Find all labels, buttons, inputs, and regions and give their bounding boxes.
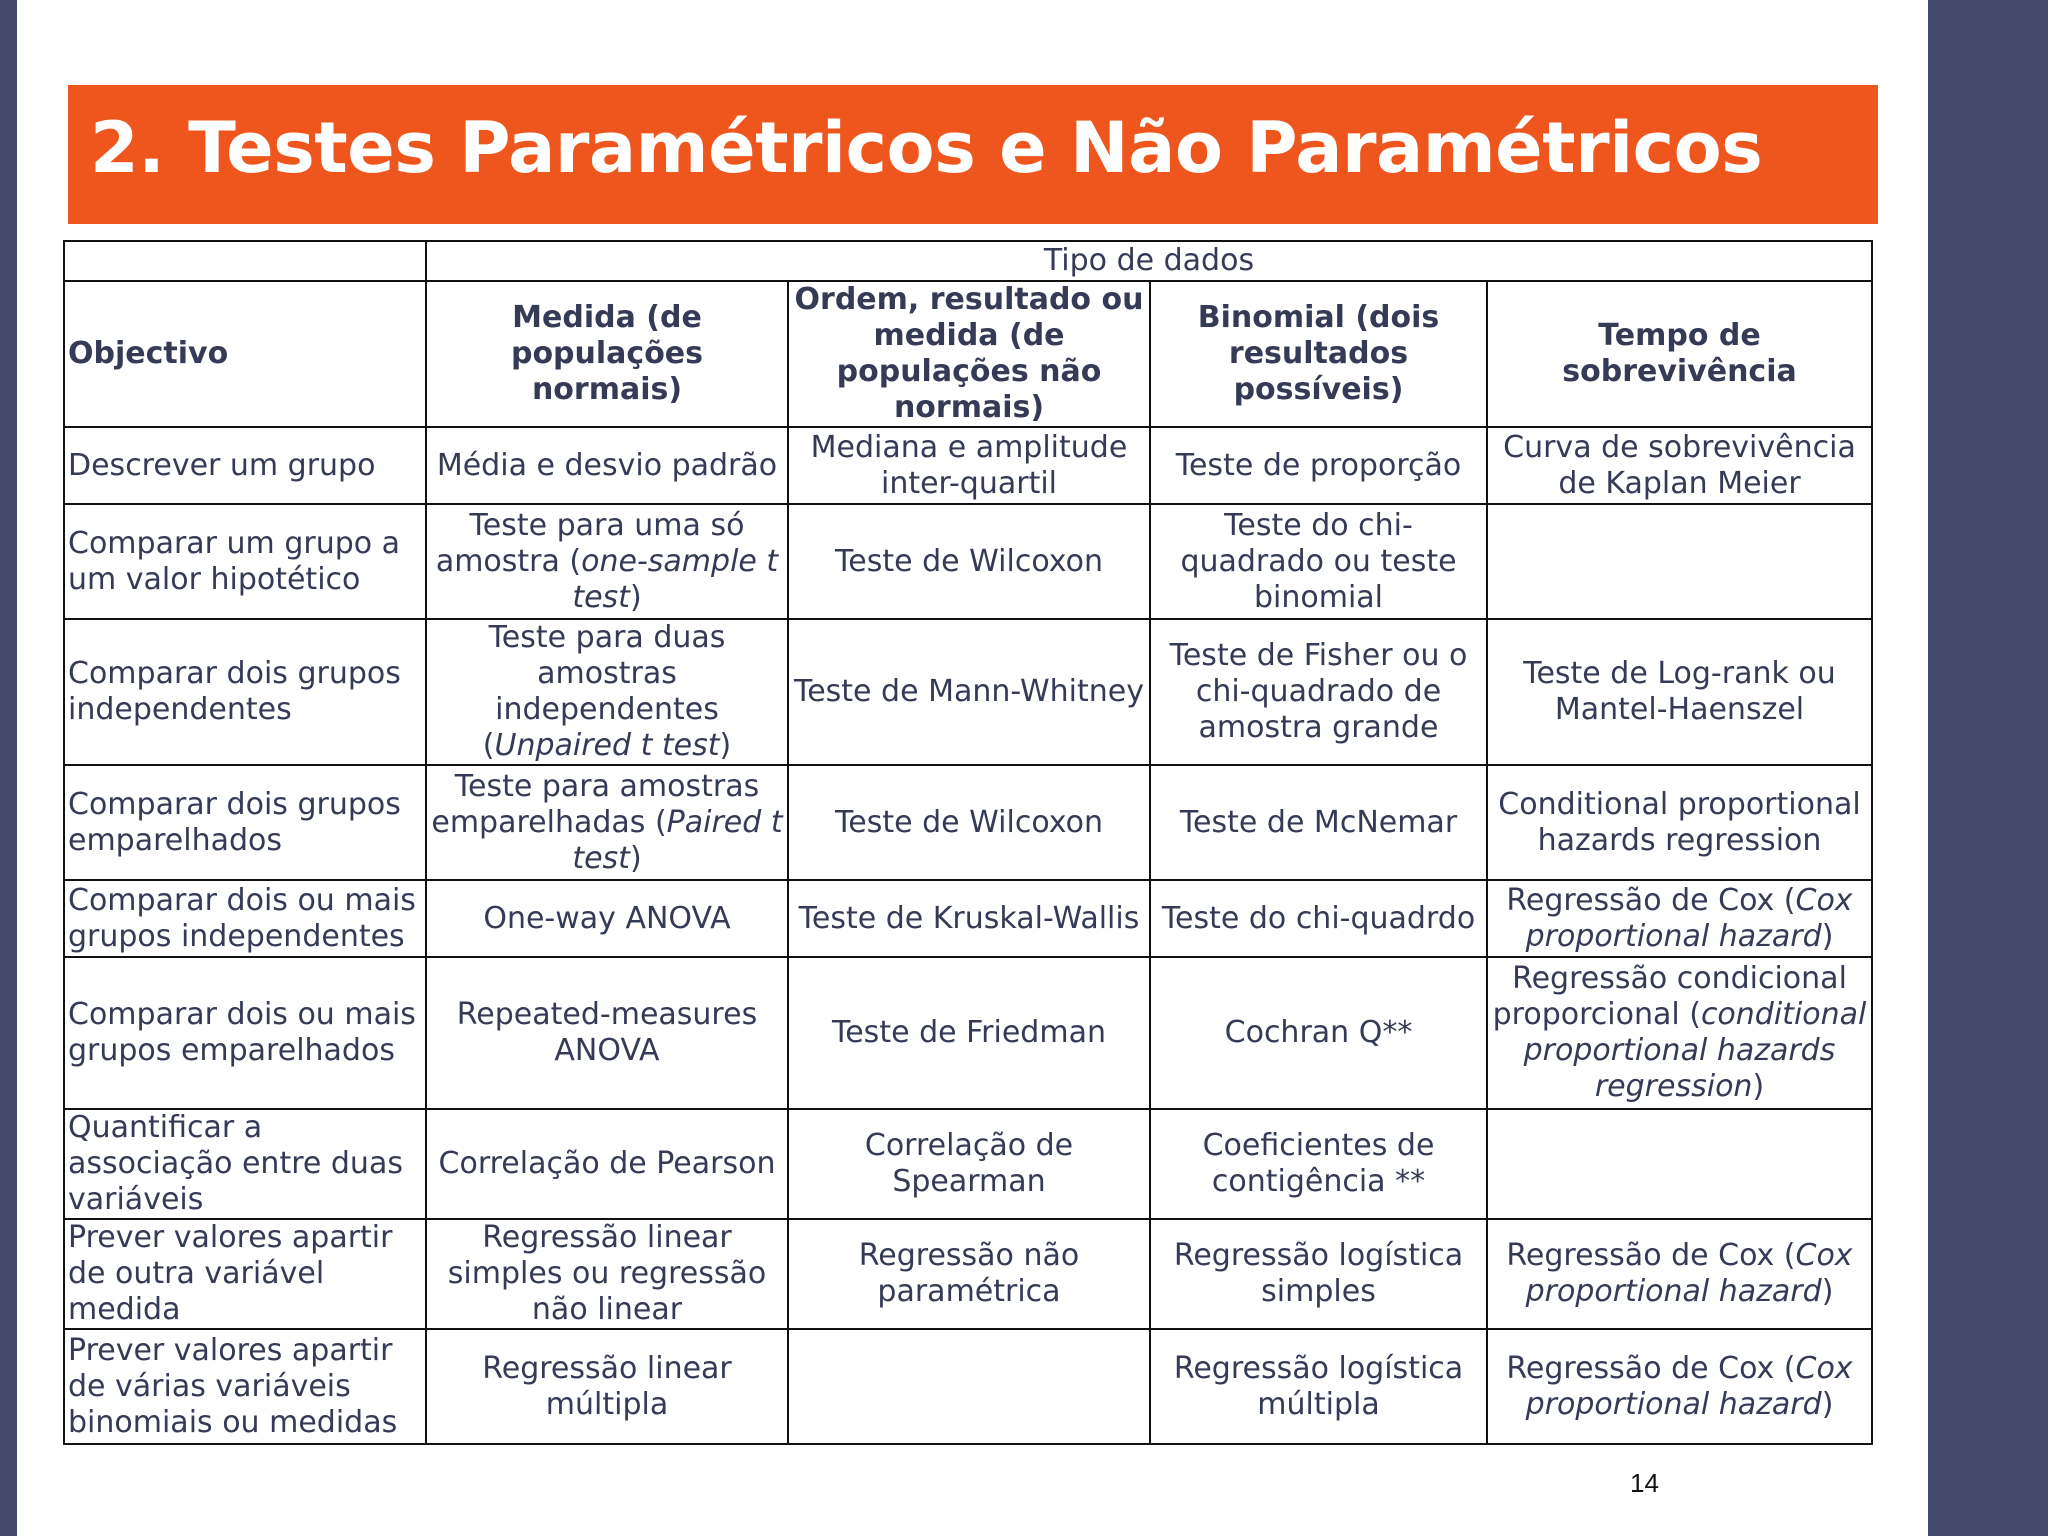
cell-objectivo: Comparar dois grupos emparelhados — [64, 765, 426, 880]
cell-text: Teste do chi-quadrdo — [1161, 900, 1476, 936]
cell-text: Regressão de Cox ( — [1506, 882, 1796, 918]
cell-text: Repeated-measures ANOVA — [456, 997, 758, 1068]
cell-tempo — [1487, 1219, 1872, 1329]
cell-text: Teste do chi-quadrado ou teste binomial — [1180, 507, 1457, 615]
cell-text: Regressão linear múltipla — [482, 1350, 732, 1422]
cell-ordem — [788, 1329, 1150, 1444]
cell-text-italic: Cox proportional hazard — [1525, 882, 1853, 954]
cell-objectivo: Comparar dois grupos independentes — [64, 619, 426, 765]
cell-text: Regressão de Cox ( — [1506, 1238, 1796, 1273]
cell-binomial — [1150, 504, 1487, 619]
cell-text: Regressão logística múltipla — [1173, 1350, 1464, 1422]
table-row — [64, 880, 1872, 957]
cell-text-italic: Paired t test — [572, 804, 783, 876]
cell-text: ) — [1752, 1069, 1765, 1104]
cell-text: Cochran Q** — [1224, 1015, 1413, 1050]
cell-tempo — [1487, 427, 1872, 504]
cell-tempo — [1487, 619, 1872, 765]
cell-text: Correlação de Pearson — [438, 1146, 776, 1181]
cell-tempo — [1487, 1109, 1872, 1219]
title-band — [68, 85, 1878, 224]
cell-text: ) — [1821, 1274, 1834, 1309]
table-row — [64, 619, 1872, 765]
table-header-row-2 — [64, 281, 1872, 427]
cell-tempo — [1487, 504, 1872, 619]
cell-objectivo: Prever valores apartir de outra variável medida — [64, 1219, 426, 1329]
cell-tempo — [1487, 957, 1872, 1109]
cell-text: Conditional proportional hazards regression — [1498, 786, 1861, 858]
cell-text: ) — [629, 579, 642, 615]
cell-ordem — [788, 880, 1150, 957]
table-header-row-1 — [64, 241, 1872, 281]
cell-medida — [426, 880, 788, 957]
cell-text: ) — [1821, 1386, 1834, 1422]
cell-tempo — [1487, 765, 1872, 880]
cell-text-italic: one-sample t test — [572, 543, 779, 615]
cell-tempo — [1487, 880, 1872, 957]
cell-binomial — [1150, 880, 1487, 957]
cell-text: Regressão logística simples — [1173, 1238, 1464, 1309]
cell-ordem — [788, 504, 1150, 619]
header-objectivo: Objectivo — [64, 281, 426, 427]
cell-text: Teste para uma só amostra ( — [435, 507, 745, 579]
cell-binomial — [1150, 427, 1487, 504]
cell-ordem — [788, 619, 1150, 765]
table-row — [64, 1219, 1872, 1329]
left-decor-bar — [0, 0, 17, 1536]
cell-binomial — [1150, 765, 1487, 880]
cell-medida — [426, 765, 788, 880]
cell-text: Correlação de Spearman — [864, 1128, 1074, 1199]
cell-text: ) — [1821, 918, 1834, 954]
header-tempo: Tempo de sobrevivência — [1487, 281, 1872, 427]
cell-text: Teste de Fisher ou o chi-quadrado de amostra grande — [1169, 638, 1468, 745]
cell-text-italic: Cox proportional hazard — [1525, 1238, 1853, 1309]
cell-text: Média e desvio padrão — [436, 447, 778, 483]
cell-ordem — [788, 765, 1150, 880]
cell-text: ) — [629, 840, 642, 876]
cell-text: Teste para duas amostras independentes ( — [482, 620, 726, 763]
cell-objectivo: Prever valores apartir de várias variáveis binomiais ou medidas — [64, 1329, 426, 1444]
header-ordem: Ordem, resultado ou medida (de populações não normais) — [788, 281, 1150, 427]
table-row — [64, 504, 1872, 619]
page-number: 14 — [1630, 1468, 1659, 1498]
header-binomial: Binomial (dois resultados possíveis) — [1150, 281, 1487, 427]
cell-medida — [426, 427, 788, 504]
cell-text-italic: Cox proportional hazard — [1525, 1350, 1853, 1422]
cell-text: Teste de McNemar — [1179, 804, 1458, 840]
cell-medida — [426, 957, 788, 1109]
cell-text-italic: conditional proportional hazards regression — [1523, 997, 1867, 1104]
cell-text: Regressão de Cox ( — [1506, 1350, 1796, 1386]
cell-objectivo: Comparar dois ou mais grupos emparelhados — [64, 957, 426, 1109]
cell-text: Regressão condicional proporcional ( — [1492, 961, 1847, 1032]
cell-ordem — [788, 1219, 1150, 1329]
cell-objectivo: Quantificar a associação entre duas variáveis — [64, 1109, 426, 1219]
cell-medida — [426, 1329, 788, 1444]
cell-objectivo: Comparar dois ou mais grupos independentes — [64, 880, 426, 957]
cell-medida — [426, 504, 788, 619]
cell-medida — [426, 1219, 788, 1329]
header-corner-cell — [64, 241, 426, 281]
cell-tempo — [1487, 1329, 1872, 1444]
cell-binomial — [1150, 1219, 1487, 1329]
cell-objectivo: Descrever um grupo — [64, 427, 426, 504]
cell-objectivo: Comparar um grupo a um valor hipotético — [64, 504, 426, 619]
cell-binomial — [1150, 1329, 1487, 1444]
cell-text: Teste de Kruskal-Wallis — [798, 900, 1140, 936]
cell-text: Teste de Friedman — [832, 1015, 1106, 1050]
cell-text: Teste para amostras emparelhadas ( — [431, 768, 760, 840]
cell-medida — [426, 1109, 788, 1219]
cell-text: ) — [719, 728, 732, 763]
cell-text: Curva de sobrevivência de Kaplan Meier — [1503, 429, 1856, 501]
cell-text: One-way ANOVA — [483, 900, 731, 936]
cell-text: Regressão não paramétrica — [858, 1238, 1080, 1309]
table-row — [64, 1329, 1872, 1444]
cell-text: Teste de Wilcoxon — [835, 543, 1103, 579]
cell-binomial — [1150, 1109, 1487, 1219]
cell-text-italic: Unpaired t test — [494, 728, 720, 763]
cell-text: Teste de Wilcoxon — [835, 804, 1103, 840]
cell-ordem — [788, 427, 1150, 504]
cell-text: Teste de Mann-Whitney — [793, 674, 1144, 709]
table-row — [64, 957, 1872, 1109]
table-row — [64, 765, 1872, 880]
statistical-tests-table — [63, 240, 1873, 1445]
cell-medida — [426, 619, 788, 765]
table-row — [64, 1109, 1872, 1219]
cell-ordem — [788, 957, 1150, 1109]
header-medida: Medida (de populações normais) — [426, 281, 788, 427]
slide-title: 2. Testes Paramétricos e Não Paramétricos — [90, 107, 1763, 189]
cell-binomial — [1150, 619, 1487, 765]
cell-text: Coeficientes de contigência ** — [1202, 1128, 1435, 1199]
cell-text: Mediana e amplitude inter-quartil — [810, 429, 1128, 501]
cell-binomial — [1150, 957, 1487, 1109]
cell-text: Teste de Log-rank ou Mantel-Haenszel — [1523, 656, 1836, 727]
cell-ordem — [788, 1109, 1150, 1219]
tipo-de-dados-header: Tipo de dados — [426, 241, 1872, 281]
cell-text: Teste de proporção — [1175, 447, 1462, 483]
right-decor-bar — [1928, 0, 2048, 1536]
table-row — [64, 427, 1872, 504]
cell-text: Regressão linear simples ou regressão não linear — [447, 1220, 767, 1327]
